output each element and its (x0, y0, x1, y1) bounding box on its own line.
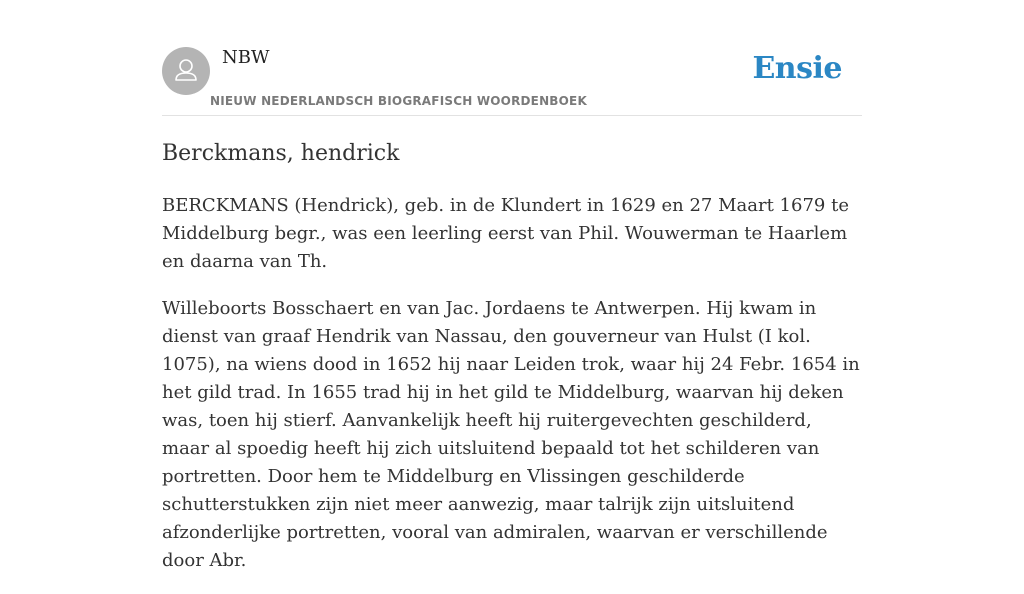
avatar[interactable] (162, 47, 210, 95)
page-title: Berckmans, hendrick (162, 141, 400, 166)
article-paragraph: Willeboorts Bosschaert en van Jac. Jordaens te Antwerpen. Hij kwam in dienst van graaf Hendrik van Nassau, den gouverneur van Hulst (I kol. 1075), na wiens dood in 1652 hij naar Leiden trok, waar hij 24 Febr. 1654 in het gild trad. In 1655 trad hij in het gild te Middelburg, waarvan hij deken was, toen hij stierf. Aanvankelijk heeft hij ruitergevechten geschilderd, maar al spoedig heeft hij zich uitsluitend bepaald tot het schilderen van portretten. Door hem te Middelburg en Vlissingen geschilderde schutterstukken zijn niet meer aanwezig, maar talrijk zijn uitsluitend afzonderlijke portretten, vooral van admiralen, waarvan er verschillende door Abr. (162, 298, 860, 571)
author-name[interactable]: NBW (222, 47, 270, 68)
brand-logo[interactable]: Ensie (752, 51, 842, 86)
source-label[interactable]: NIEUW NEDERLANDSCH BIOGRAFISCH WOORDENBOEK (210, 94, 587, 108)
article-header (162, 0, 862, 116)
article-body (162, 192, 862, 594)
page-container (162, 0, 862, 571)
user-silhouette-icon (162, 47, 210, 95)
article-paragraph: BERCKMANS (Hendrick), geb. in de Klundert in 1629 en 27 Maart 1679 te Middelburg begr., was een leerling eerst van Phil. Wouwerman te Haarlem en daarna van Th. (162, 195, 849, 272)
